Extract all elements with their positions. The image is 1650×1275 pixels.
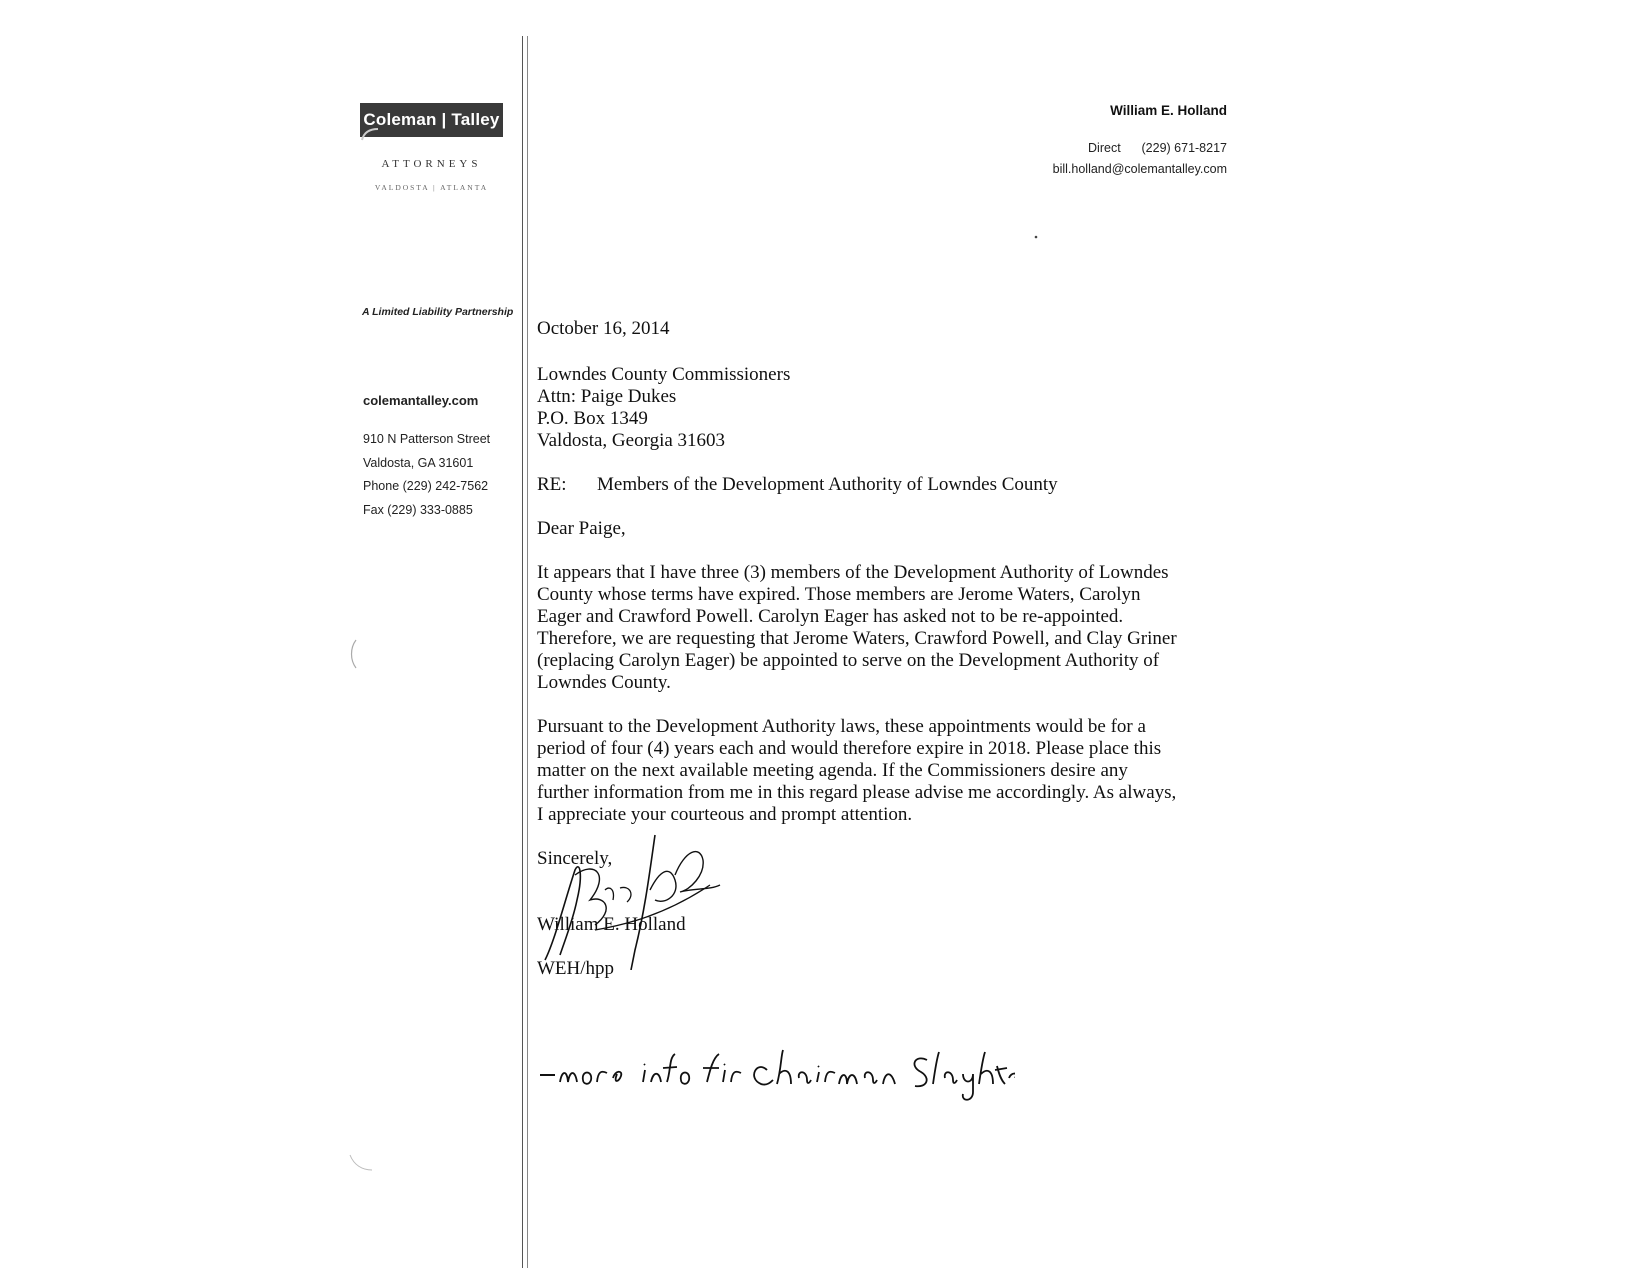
sender-name: William E. Holland xyxy=(1110,103,1227,118)
subject-label: RE: xyxy=(537,474,567,495)
address-line: Phone (229) 242-7562 xyxy=(363,479,489,493)
sender-direct-phone: Direct (229) 671-8217 xyxy=(1088,141,1227,155)
paragraph-line: Therefore, we are requesting that Jerome Waters, Crawford Powell, and Clay Griner xyxy=(537,628,1177,649)
recipient-line: Lowndes County Commissioners xyxy=(537,364,791,385)
recipient-line: Attn: Paige Dukes xyxy=(537,386,677,407)
typist-initials: WEH/hpp xyxy=(537,958,615,979)
address-line: 910 N Patterson Street xyxy=(363,432,491,446)
paragraph-line: It appears that I have three (3) members of the Development Authority of Lowndes xyxy=(537,562,1169,583)
paragraph-line: matter on the next available meeting agenda. If the Commissioners desire any xyxy=(537,760,1128,781)
paragraph-line: Pursuant to the Development Authority laws, these appointments would be for a xyxy=(537,716,1146,737)
paragraph-line: period of four (4) years each and would therefore expire in 2018. Please place this xyxy=(537,738,1162,759)
firm-address xyxy=(363,428,490,522)
firm-cities: VALDOSTA | ATLANTA xyxy=(374,183,489,192)
firm-website: colemantalley.com xyxy=(363,393,479,408)
paragraph-line: Eager and Crawford Powell. Carolyn Eager has asked not to be re-appointed. xyxy=(537,606,1124,627)
paragraph-2 xyxy=(537,716,1197,826)
letter-date: October 16, 2014 xyxy=(537,318,670,339)
firm-logo: Coleman | Talley xyxy=(360,103,503,137)
vertical-divider xyxy=(522,36,528,1268)
logo-swoosh-icon xyxy=(360,128,380,142)
sender-email: bill.holland@colemantalley.com xyxy=(1052,162,1227,176)
paragraph-line: further information from me in this regard please advise me accordingly. As always, xyxy=(537,782,1177,803)
handwritten-signature xyxy=(535,830,755,970)
firm-tagline: ATTORNEYS xyxy=(381,158,482,170)
signer-name: William E. Holland xyxy=(537,914,686,935)
closing: Sincerely, xyxy=(537,848,613,869)
address-line: Fax (229) 333-0885 xyxy=(363,502,473,517)
salutation: Dear Paige, xyxy=(537,518,626,539)
subject-line xyxy=(537,474,1197,496)
handwritten-note xyxy=(535,1040,1015,1110)
recipient-block xyxy=(537,364,1197,452)
subject-text: Members of the Development Authority of Lowndes County xyxy=(597,474,1058,495)
recipient-line: P.O. Box 1349 xyxy=(537,408,648,429)
address-line: Valdosta, GA 31601 xyxy=(363,455,474,470)
paragraph-line: I appreciate your courteous and prompt attention. xyxy=(537,804,913,825)
paragraph-1 xyxy=(537,562,1197,694)
paragraph-line: Lowndes County. xyxy=(537,672,671,693)
paragraph-line: (replacing Carolyn Eager) be appointed to serve on the Development Authority of xyxy=(537,650,1160,671)
recipient-line: Valdosta, Georgia 31603 xyxy=(537,430,726,451)
paragraph-line: County whose terms have expired. Those members are Jerome Waters, Carolyn xyxy=(537,584,1141,605)
firm-partnership: A Limited Liability Partnership xyxy=(362,306,514,318)
